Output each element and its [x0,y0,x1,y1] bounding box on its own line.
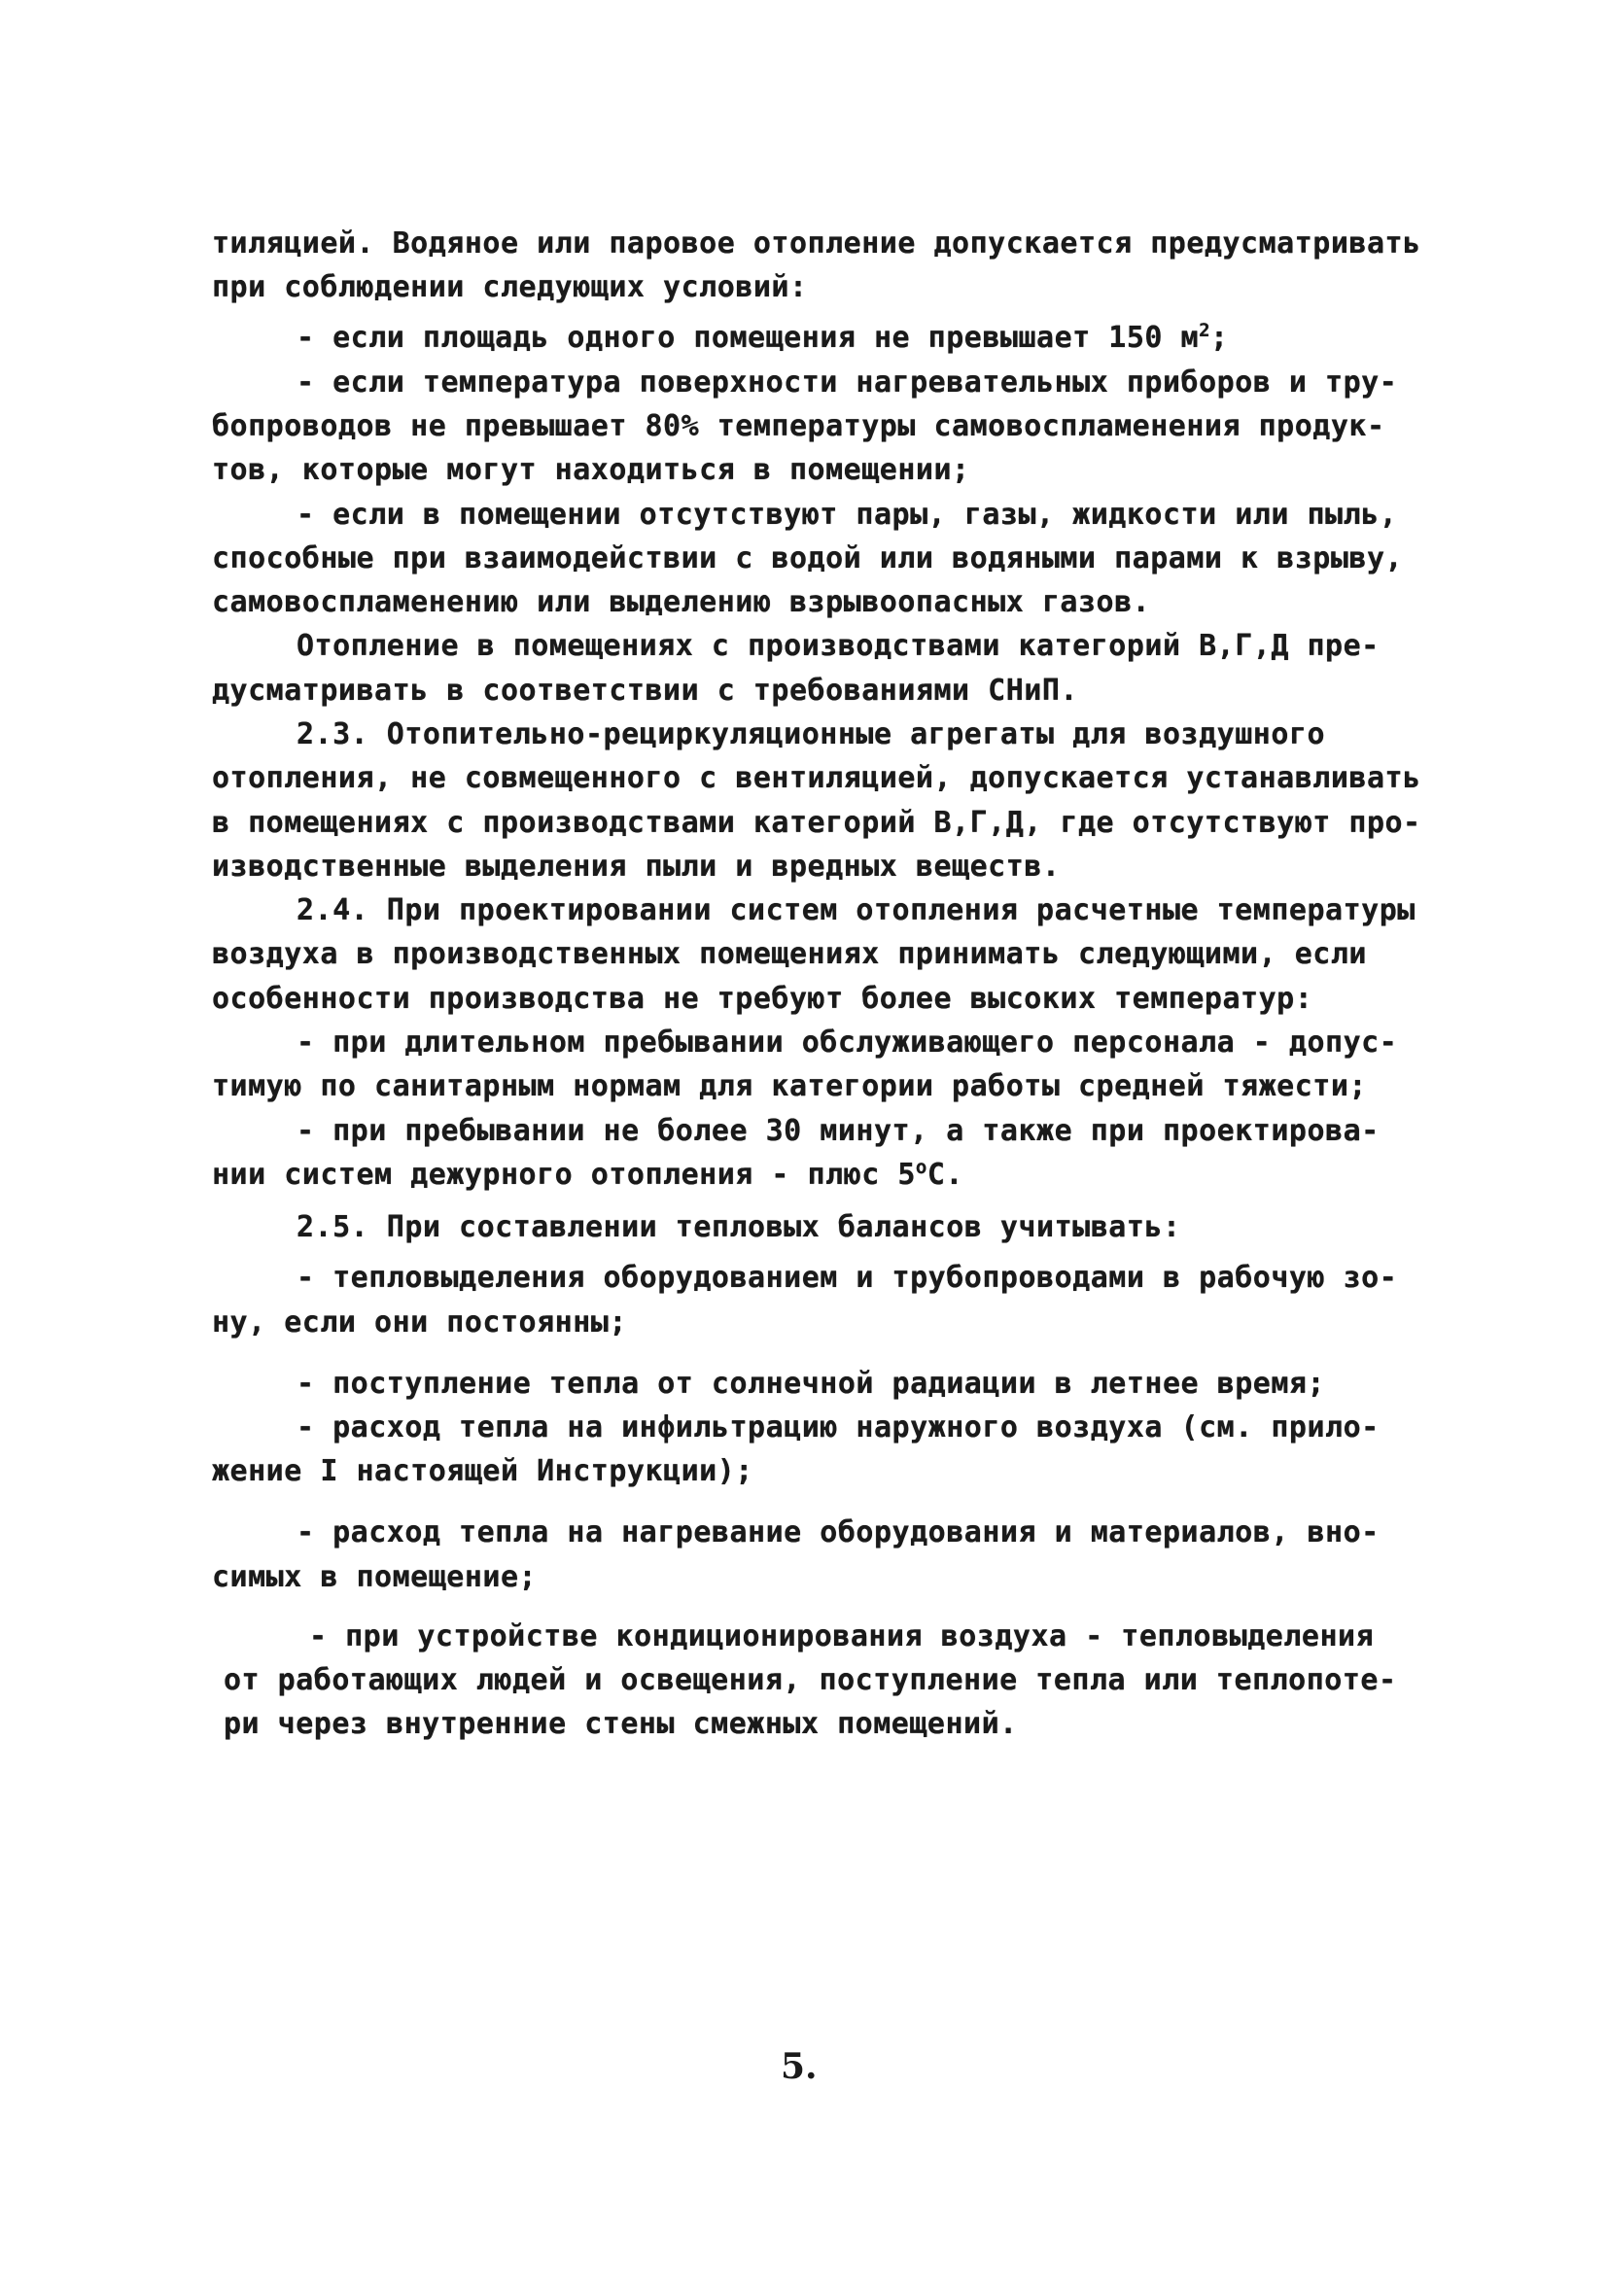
text-line: тимую по санитарным нормам для категории работы средней тяжести; [212,1069,1367,1103]
text-line: - при длительном пребывании обслуживающего персонала - допус- [297,1026,1398,1060]
text-line [212,1158,963,1193]
text-line: бопроводов не превышает 80% температуры самовоспламенения продук- [212,409,1385,443]
text-line: симых в помещение; [212,1560,538,1594]
text-line: при соблюдении следующих условий: [212,270,808,304]
text-line: дусматривать в соответствии с требованиями СНиП. [212,674,1078,708]
text-line: - поступление тепла от солнечной радиации в летнее время; [297,1367,1326,1401]
text-line: особенности производства не требуют более высоких температур: [212,982,1313,1016]
text-line: - при устройстве кондиционирования воздуха - тепловыделения [309,1619,1375,1653]
text-line: ри через внутренние стены смежных помещений. [224,1707,1018,1741]
superscript: 2 [1199,320,1211,341]
text-line: от работающих людей и освещения, поступление тепла или теплопоте- [224,1663,1397,1697]
text-line: - расход тепла на инфильтрацию наружного воздуха (см. прило- [297,1410,1380,1444]
text-span: нии систем дежурного отопления - плюс 5 [212,1158,916,1192]
text-line: - если температура поверхности нагревательных приборов и тру- [297,365,1398,400]
text-line: воздуха в производственных помещениях принимать следующими, если [212,937,1367,971]
text-span: С. [926,1158,963,1192]
text-line: способные при взаимодействии с водой или водяными парами к взрыву, [212,541,1404,575]
text-line [297,321,1229,356]
text-line: - расход тепла на нагревание оборудования и материалов, вно- [297,1515,1380,1549]
text-line: 2.3. Отопительно-рециркуляционные агрегаты для воздушного [297,717,1326,751]
text-line: ну, если они постоянны; [212,1305,627,1339]
text-line: 2.4. При проектировании систем отопления расчетные температуры [297,893,1416,927]
text-line: отопления, не совмещенного с вентиляцией, допускается устанавливать [212,761,1421,795]
text-line: 2.5. При составлении тепловых балансов учитывать: [297,1210,1181,1244]
text-line: - если в помещении отсутствуют пары, газы, жидкости или пыль, [297,498,1398,532]
text-line: - тепловыделения оборудованием и трубопроводами в рабочую зо- [297,1261,1398,1295]
text-line: жение I настоящей Инструкции); [212,1454,753,1488]
text-line: изводственные выделения пыли и вредных веществ. [212,850,1061,884]
text-line: - при пребывании не более 30 минут, а также при проектирова- [297,1114,1380,1148]
text-line: самовоспламенению или выделению взрывоопасных газов. [212,585,1151,619]
text-line: Отопление в помещениях с производствами категорий В,Г,Д пре- [297,629,1380,663]
page-number: 5. [781,2046,818,2087]
text-span: ; [1210,321,1229,355]
text-line: тов, которые могут находиться в помещении; [212,453,970,487]
superscript: о [915,1157,927,1178]
text-span: - если площадь одного помещения не превышает 150 м [297,321,1200,355]
text-line: в помещениях с производствами категорий В,Г,Д, где отсутствуют про- [212,806,1421,840]
text-line: тиляцией. Водяное или паровое отопление допускается предусматривать [212,226,1421,261]
